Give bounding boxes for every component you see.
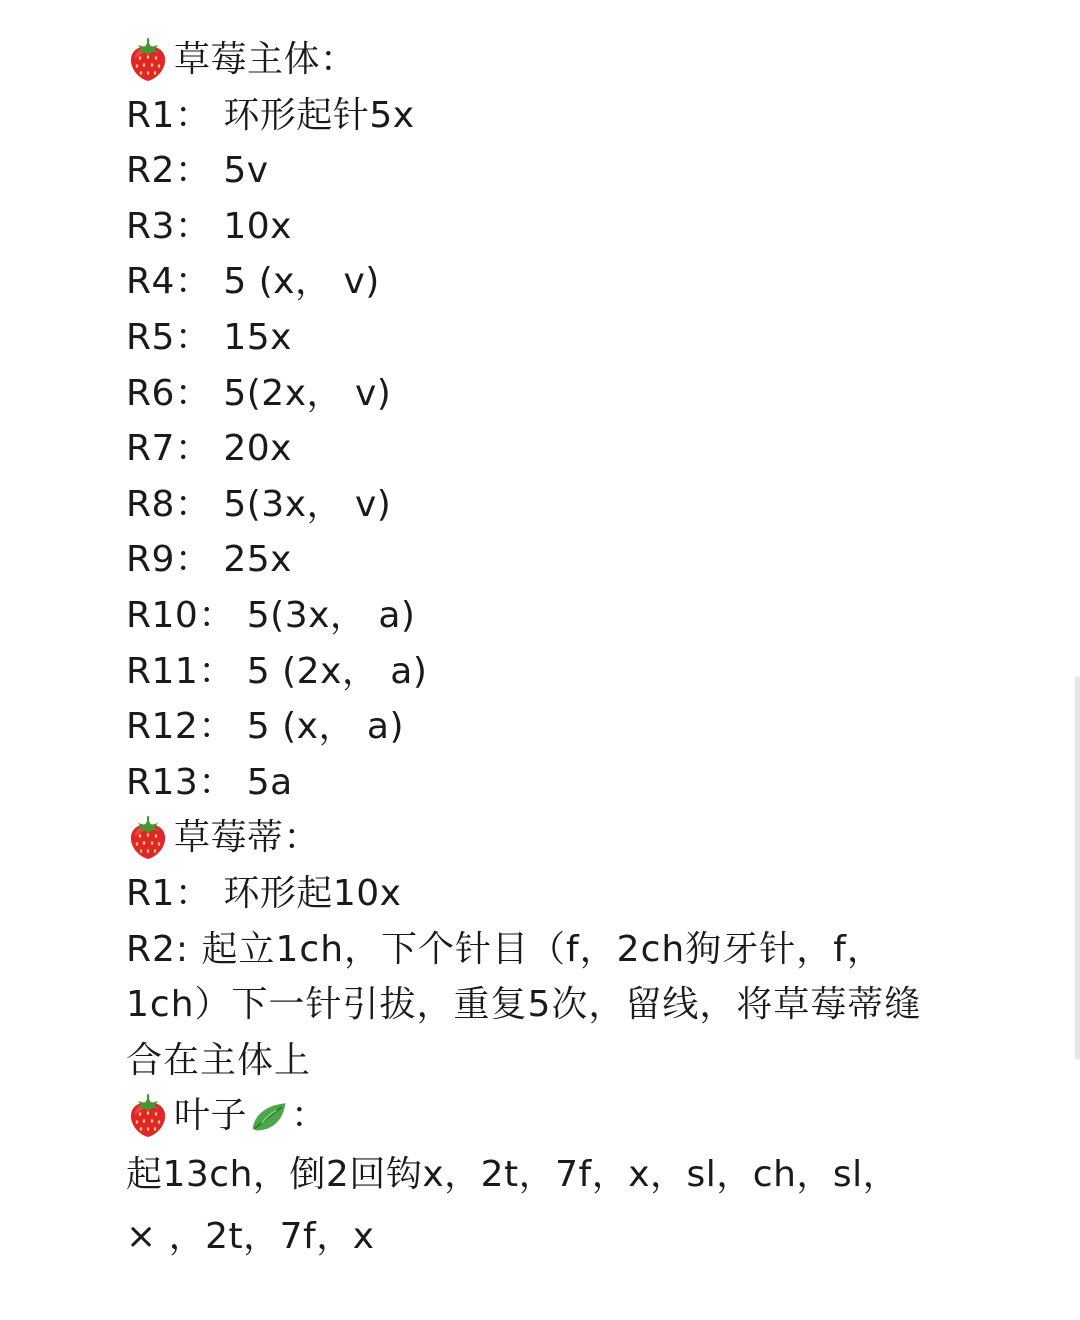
strawberry-icon [126, 38, 170, 82]
scrollbar[interactable] [1075, 676, 1080, 1060]
pattern-row: R11： 5 (2x， a) [126, 650, 428, 692]
pattern-paragraph [126, 922, 966, 1089]
section-heading-leaf [126, 1088, 986, 1144]
pattern-row: R1： 环形起针5x [126, 94, 415, 136]
pattern-row: R13： 5a [126, 761, 293, 803]
section-heading-body [126, 32, 986, 88]
section-title-suffix: ： [291, 1095, 328, 1137]
strawberry-icon [126, 1094, 170, 1138]
section-title: 叶子 [174, 1095, 248, 1137]
pattern-row: R3： 10x [126, 205, 292, 247]
pattern-row: R10： 5(3x， a) [126, 594, 416, 636]
leaf-icon [249, 1096, 289, 1136]
section-heading-calyx [126, 810, 986, 866]
pattern-row: R9： 25x [126, 539, 292, 581]
section-title: 草莓蒂： [174, 817, 321, 859]
pattern-row: R4： 5 (x， v) [126, 261, 380, 303]
pattern-row: R8： 5(3x， v) [126, 483, 392, 525]
pattern-row: R5： 15x [126, 316, 292, 358]
paragraph-line: R2: 起立1ch，下个针目（f，2ch狗牙针，f， [126, 928, 884, 970]
crochet-pattern [126, 32, 986, 1268]
pattern-row: R2： 5v [126, 150, 269, 192]
strawberry-icon [126, 816, 170, 860]
pattern-row: R1： 环形起10x [126, 872, 402, 914]
pattern-row: R6： 5(2x， v) [126, 372, 392, 414]
section-title: 草莓主体： [174, 39, 357, 80]
pattern-row: × ，2t，7f，x [126, 1215, 375, 1257]
paragraph-line: 1ch）下一针引拔，重复5次，留线，将草莓蒂缝 [126, 984, 922, 1026]
pattern-row: R12： 5 (x， a) [126, 706, 405, 748]
pattern-row: 起13ch，倒2回钩x，2t，7f，x，sl，ch，sl， [126, 1153, 900, 1195]
pattern-row: R7： 20x [126, 428, 292, 470]
paragraph-line: 合在主体上 [126, 1039, 312, 1081]
